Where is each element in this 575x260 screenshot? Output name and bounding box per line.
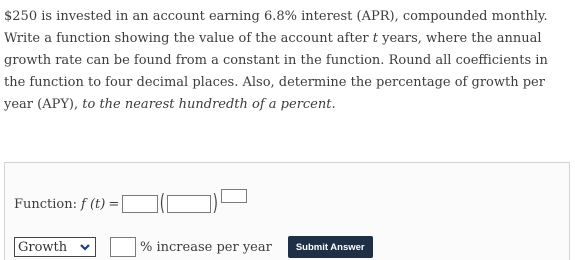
left-paren: (: [159, 191, 166, 216]
question-line-3: growth rate can be found from a constant in the function. Round all coefficients in: [4, 53, 548, 68]
chevron-down-icon: [79, 241, 91, 253]
question-line-5-italic: to the nearest hundredth of a percent.: [82, 97, 336, 112]
function-label: Function:: [14, 196, 78, 212]
submit-answer-button[interactable]: Submit Answer: [288, 236, 373, 258]
question-line-2-end: years, where the annual: [377, 31, 542, 46]
base-input[interactable]: [167, 195, 211, 213]
question-line-5-start: year (APY),: [4, 97, 83, 112]
equals-sign: =: [108, 196, 120, 212]
variable-t: t: [372, 31, 378, 46]
select-value: Growth: [18, 239, 68, 255]
base-group: [158, 191, 219, 216]
coefficient-input[interactable]: [122, 195, 158, 213]
question-line-5: [4, 94, 570, 116]
function-notation: f (t): [81, 196, 106, 212]
right-paren: ): [212, 191, 218, 216]
percent-input[interactable]: [110, 237, 136, 257]
question-line-4: the function to four decimal places. Also, determine the percentage of growth per: [4, 75, 545, 90]
growth-row: [14, 236, 373, 258]
question-line-2-start: Write a function showing the value of the account after: [4, 31, 373, 46]
question-line-1: $250 is invested in an account earning 6.8% interest (APR), compounded monthly.: [4, 9, 548, 24]
percent-label: % increase per year: [140, 239, 272, 255]
question-line-2: [4, 28, 570, 50]
question-text: [4, 6, 570, 116]
exponent-input[interactable]: [221, 189, 247, 203]
function-row: [14, 192, 247, 216]
growth-decay-select[interactable]: [14, 237, 96, 257]
